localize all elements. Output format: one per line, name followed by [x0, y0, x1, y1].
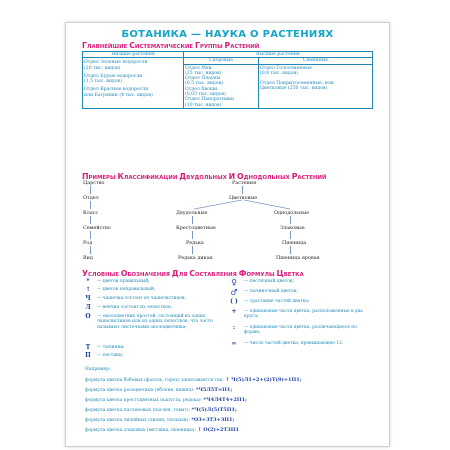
tree-rank-species: Вид [83, 255, 93, 261]
tree-kingdom-plants: Растения [232, 180, 257, 186]
reference-sheet [65, 22, 390, 447]
list-item: или Багрянки (4 тыс. видов) [84, 92, 153, 98]
legend-text: — одинаковые части цветка, различающиеся по форме; [244, 325, 357, 336]
list-item: Отдел Мхи [185, 65, 212, 71]
symbol-pistils: П [85, 352, 91, 359]
list-item: (20 тыс. видов) [84, 65, 121, 71]
legend-text: — пестичный цветок; [244, 279, 294, 284]
list-item: (0,5 тыс. видов) [185, 81, 223, 87]
symbol-infinity: ∞ [231, 340, 237, 347]
legend-text: — тычиночный цветок; [244, 289, 298, 294]
formula-crucifers: *Ч4Л4Т4+2П1; [203, 397, 247, 403]
example-text: формула цветка бобовых (фасоль, горох) записывается так: [85, 378, 224, 383]
list-item: Отдел Красные водоросли [84, 87, 149, 93]
formula-roses: *Ч5Л5Т∞П1; [195, 387, 233, 393]
legend-text: — пестики; [97, 353, 124, 358]
groups-table [82, 51, 373, 109]
tree-branch-lines [186, 198, 296, 210]
legend-text: — цветок неправильный; [97, 287, 156, 292]
list-item [85, 427, 239, 433]
col-spore-header: Споровые [184, 58, 259, 64]
list-item [85, 377, 302, 383]
symbol-corolla: Л [85, 304, 91, 311]
symbol-irregular: ↑ [85, 286, 91, 293]
symbol-fusion: ( ) [230, 298, 238, 305]
list-item [85, 397, 247, 403]
list-item: Отдел Папоротники [185, 97, 235, 103]
example-text: формула цветка злаковых (мятлика, пшеницы): [85, 428, 196, 433]
symbol-regular: * [86, 278, 90, 285]
symbol-pistillate: ♀ [231, 277, 237, 287]
tree-rank-genus: Род [83, 240, 93, 246]
tree-genus-wheat: Пшеница [282, 240, 307, 246]
tree-family-grasses: Злаковые [280, 225, 305, 231]
list-item: (10 тыс. видов) [185, 102, 222, 108]
legend-text: — срастание частей цветка; [244, 299, 310, 304]
symbol-two-circles: + [231, 308, 237, 315]
formula-lilies: *О3+3Т3+3П1; [191, 417, 235, 423]
legend-text: — околоцветник простой, состоящий из одних чашелистиков или из одних лепестков, что часто называют листочками околоцветника; [97, 314, 213, 330]
section-heading-classification: ПРИМЕРЫ КЛАССИФИКАЦИИ ДВУДОЛЬНЫХ И ОДНОДОЛЬНЫХ РАСТЕНИЙ [82, 172, 327, 181]
list-item: (0,03 тыс. видов) [185, 92, 226, 98]
tree-genus-radish: Редька [186, 240, 204, 246]
col-seed-header: Семенные [259, 58, 373, 64]
tree-rank-family: Семейство [83, 225, 111, 231]
list-item: (1,5 тыс. видов) [84, 79, 122, 85]
lower-cell [83, 58, 184, 109]
formula-legumes: ↑ Ч(5)Л1+2+(2)Т(9)+1П1; [225, 377, 302, 383]
list-item: Отдел Бурые водоросли [84, 73, 143, 79]
tree-class-monocots: Однодольные [274, 210, 309, 216]
legend-text: — венчик состоит из лепестков; [97, 305, 172, 310]
symbol-perianth: О [85, 313, 91, 320]
col-lower-header: Низшие растения [83, 52, 184, 58]
list-item: Отдел Хвощи [185, 86, 218, 92]
formula-nightshades: *Ч(5)Л(5)Т5П1; [191, 407, 237, 413]
symbol-different-form: : [232, 324, 236, 331]
legend-text: — тычинки; [97, 345, 125, 350]
col-higher-header: Высшие растения [184, 52, 373, 58]
example-text: формула цветка розоцветных (яблоня, вишня): [85, 388, 195, 393]
list-item: (0,8 тыс. видов) [260, 70, 298, 76]
section-heading-flower-formula: УСЛОВНЫЕ ОБОЗНАЧЕНИЯ ДЛЯ СОСТАВЛЕНИЯ ФОРМУЛЫ ЦВЕТКА [82, 269, 304, 278]
tree-rank-class: Класс [83, 210, 99, 216]
list-item: Цветковые (250 тыс. видов) [260, 86, 328, 92]
legend-text: — число частей цветка, превышающее 12. [244, 341, 344, 346]
tree-rank-division: Отдел [83, 195, 99, 201]
list-item [85, 407, 237, 413]
example-text: формула цветка пасленовых (паслен, томат): [85, 408, 191, 413]
formula-grasses: ↑ О(2)+2Т3П1 [197, 427, 239, 433]
list-item: Отдел Покрытосеменные, или [260, 81, 334, 87]
examples-intro: Например: [85, 367, 111, 372]
list-item: Отдел Плауны [185, 76, 221, 82]
example-text: формула цветка лилейных (лилия, тюльпан): [85, 418, 190, 423]
tree-species-spring-wheat: Пшеница яровая [276, 255, 320, 261]
list-item [85, 387, 232, 393]
page-title: БОТАНИКА — НАУКА О РАСТЕНИЯХ [121, 29, 334, 40]
section-heading-groups: ГЛАВНЕЙШИЕ СИСТЕМАТИЧЕСКИЕ ГРУППЫ РАСТЕНИЙ [82, 41, 260, 50]
tree-division-angiosperms: Цветковые [229, 195, 258, 201]
seed-cell [259, 64, 373, 108]
list-item: Отдел Зеленые водоросли [84, 60, 148, 66]
symbol-calyx: Ч [85, 295, 91, 302]
legend-text: — чашечка состоит из чашелистиков; [97, 296, 186, 301]
legend-text: — одинаковые части цветка, расположенные в два круга; [244, 309, 363, 320]
legend-text: — цветок правильный; [97, 279, 150, 284]
list-item: (25 тыс. видов) [185, 70, 222, 76]
tree-species-wild-radish: Редька дикая [178, 255, 213, 261]
tree-rank-kingdom: Царство [83, 180, 105, 186]
list-item [85, 417, 234, 423]
symbol-stamens: Т [85, 344, 91, 351]
spore-cell [184, 64, 259, 108]
symbol-staminate: ♂ [230, 287, 238, 297]
example-text: формула цветка крестоцветных (капуста, редька): [85, 398, 203, 403]
tree-family-crucifers: Крестоцветные [176, 225, 216, 231]
tree-class-dicots: Двудольные [176, 210, 208, 216]
list-item: Отдел Голосеменные [260, 65, 312, 71]
